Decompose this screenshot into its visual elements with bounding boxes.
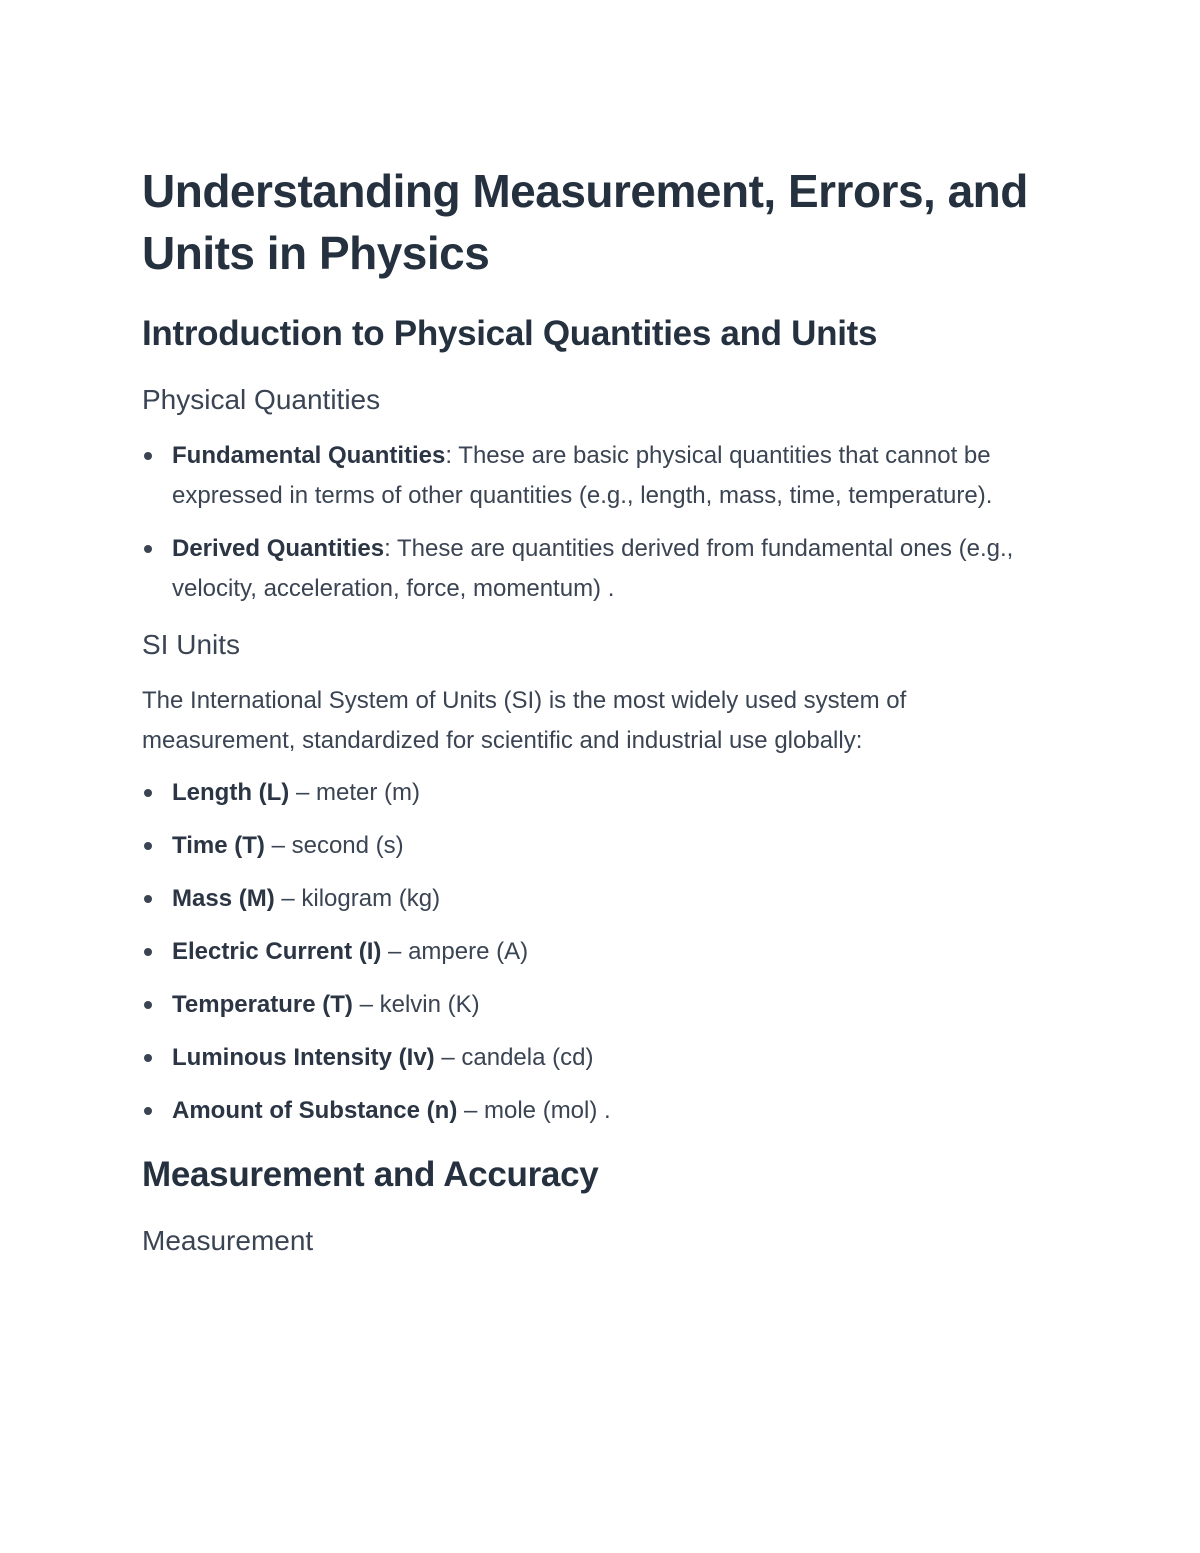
list-item-term: Luminous Intensity (Iv) — [172, 1044, 435, 1071]
section-heading-intro: Introduction to Physical Quantities and Units — [142, 314, 878, 353]
list-item-term: Derived Quantities — [172, 535, 385, 562]
list-item — [142, 879, 1042, 919]
section-heading-measurement: Measurement and Accuracy — [142, 1155, 599, 1194]
list-item — [142, 932, 1042, 972]
subheading-measurement: Measurement — [142, 1225, 314, 1256]
list-item-term: Fundamental Quantities — [172, 442, 446, 469]
list-item — [142, 529, 1042, 609]
list-item-text: – second (s) — [264, 832, 404, 859]
list-item-term: Length (L) — [172, 779, 290, 806]
list-item-text: – kelvin (K) — [352, 991, 480, 1018]
list-item-text: – kilogram (kg) — [274, 885, 441, 912]
list-item-term: Electric Current (I) — [172, 938, 382, 965]
subheading-physical-quantities: Physical Quantities — [142, 384, 381, 415]
subheading-si-units: SI Units — [142, 629, 241, 660]
list-item — [142, 1091, 1042, 1131]
list-item-term: Temperature (T) — [172, 991, 353, 1018]
list-item-text: : These are quantities derived from fundamental ones (e.g., velocity, acceleration, force, momentum) . — [172, 535, 1014, 602]
si-units-list — [142, 773, 1042, 1131]
bullet-icon — [144, 948, 152, 956]
list-item — [142, 1038, 1042, 1078]
bullet-icon — [144, 1054, 152, 1062]
bullet-icon — [144, 895, 152, 903]
list-item-text: – meter (m) — [289, 779, 420, 806]
bullet-icon — [144, 1001, 152, 1009]
physical-quantities-list — [142, 436, 1042, 609]
list-item — [142, 436, 1042, 516]
document-page — [142, 160, 1042, 1277]
list-item — [142, 773, 1042, 813]
list-item-text: – ampere (A) — [381, 938, 529, 965]
list-item-term: Time (T) — [172, 832, 265, 859]
bullet-icon — [144, 842, 152, 850]
document-title: Understanding Measurement, Errors, and Units in Physics — [142, 165, 1028, 279]
list-item-term: Mass (M) — [172, 885, 275, 912]
list-item — [142, 826, 1042, 866]
list-item-term: Amount of Substance (n) — [172, 1097, 458, 1124]
si-units-intro: The International System of Units (SI) is the most widely used system of measurement, standardized for scientific and industrial use globally: — [142, 687, 907, 754]
list-item-text: : These are basic physical quantities that cannot be expressed in terms of other quantities (e.g., length, mass, time, temperature). — [172, 442, 993, 509]
bullet-icon — [144, 545, 152, 553]
list-item-text: – mole (mol) . — [457, 1097, 611, 1124]
bullet-icon — [144, 1107, 152, 1115]
bullet-icon — [144, 789, 152, 797]
list-item-text: – candela (cd) — [434, 1044, 594, 1071]
bullet-icon — [144, 452, 152, 460]
list-item — [142, 985, 1042, 1025]
